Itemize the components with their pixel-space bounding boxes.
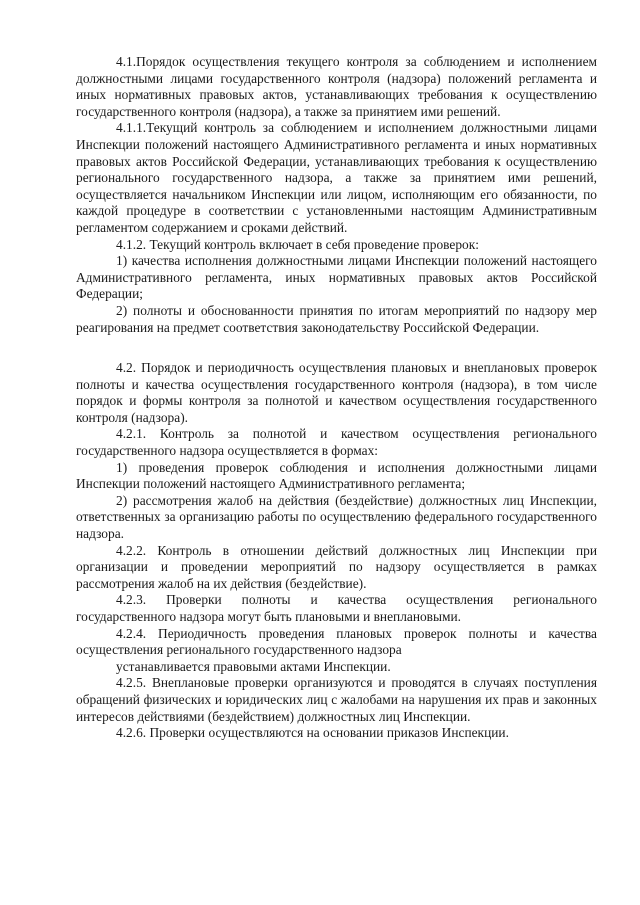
paragraph-4-2-2: 4.2.2. Контроль в отношении действий должностных лиц Инспекции при организации и проведении мероприятий по надзору осуществляется в рамках рассмотрения жалоб на их действия (бездействие). (76, 542, 597, 591)
paragraph-4-1-2: 4.1.2. Текущий контроль включает в себя проведение проверок: (116, 236, 479, 252)
list-item-4-2-1-2: 2) рассмотрения жалоб на действия (бездействие) должностных лиц Инспекции, ответственных за организацию работы по осуществлению федерального государственного надзора. (76, 492, 597, 542)
list-item-4-1-2-1: 1) качества исполнения должностными лицами Инспекции положений настоящего Административного регламента, иных нормативных правовых актов Российской Федерации; (76, 253, 597, 302)
paragraph-4-2: 4.2. Порядок и периодичность осуществления плановых и внеплановых проверок полноты и качества осуществления государственного контроля (надзора), в том числе порядок и формы контроля за полнотой и качеством осуществления государственного контроля (надзора). (76, 360, 597, 425)
paragraph-4-2-1: 4.2.1. Контроль за полнотой и качеством осуществления регионального государственного надзора осуществляется в формах: (76, 426, 597, 459)
paragraph-4-2-6: 4.2.6. Проверки осуществляются на основании приказов Инспекции. (116, 725, 509, 741)
paragraph-4-2-4: 4.2.4. Периодичность проведения плановых проверок полноты и качества осуществления регионального государственного надзора (76, 625, 597, 658)
paragraph-4-1-1: 4.1.1.Текущий контроль за соблюдением и исполнением должностными лицами Инспекции положений настоящего Административного регламента и иных нормативных правовых актов Российской Федерации, устанавливающих требования к осуществлению регионального государственного надзора, а также за принятием ими решений, осуществляется начальником Инспекции или лицом, исполняющим его обязанности, по каждой процедуре в соответствии с установленными настоящим Административным регламентом содержанием и сроками действий. (76, 120, 597, 235)
paragraph-4-2-3: 4.2.3. Проверки полноты и качества осуществления регионального государственного надзора могут быть плановыми и внеплановыми. (76, 592, 597, 624)
paragraph-4-1: 4.1.Порядок осуществления текущего контроля за соблюдением и исполнением должностными лицами государственного контроля (надзора) положений регламента и иных нормативных правовых актов, устанавливающих требования к осуществлению государственного контроля (надзора), а также за принятием ими решений. (76, 54, 597, 119)
document-page (76, 54, 597, 742)
list-item-4-1-2-2: 2) полноты и обоснованности принятия по итогам мероприятий по надзору мер реагирования на предмет соответствия законодательству Российской Федерации. (76, 302, 597, 335)
paragraph-4-2-5: 4.2.5. Внеплановые проверки организуются и проводятся в случаях поступления обращений физических и юридических лиц с жалобами на нарушения их прав и законных интересов действиями (бездействием) должностных лиц Инспекции. (76, 675, 597, 724)
paragraph-4-2-4-continuation: устанавливается правовыми актами Инспекции. (116, 658, 391, 674)
list-item-4-2-1-1: 1) проведения проверок соблюдения и исполнения должностными лицами Инспекции положений настоящего Административного регламента; (76, 459, 597, 492)
